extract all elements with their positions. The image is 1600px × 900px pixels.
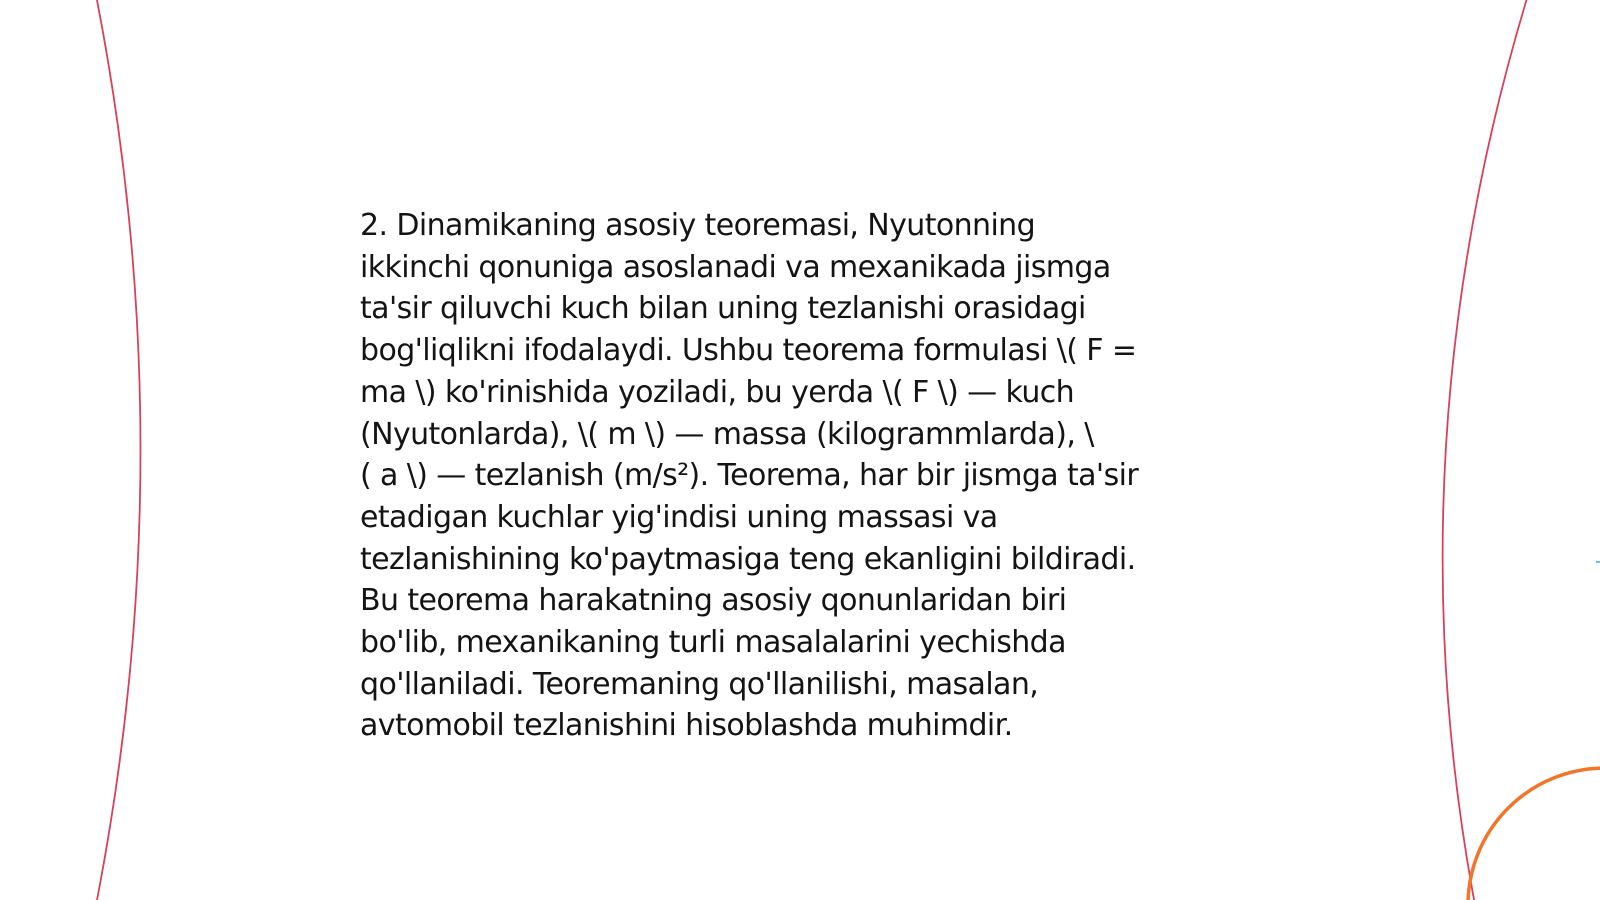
paragraph-line-11: bo'lib, mexanikaning turli masalalarini yechishda — [360, 625, 1066, 661]
left-curve — [96, 0, 141, 900]
paragraph-line-10: Bu teorema harakatning asosiy qonunlaridan biri — [360, 583, 1067, 619]
paragraph-line-7: ( a \) — tezlanish (m/s²). Teorema, har bir jismga ta'sir — [360, 458, 1139, 494]
paragraph-line-1: 2. Dinamikaning asosiy teoremasi, Nyutonning — [360, 208, 1036, 243]
right-curve — [1443, 0, 1528, 900]
paragraph-line-13: avtomobil tezlanishini hisoblashda muhimdir. — [360, 708, 1013, 744]
paragraph-line-9: tezlanishining ko'paytmasiga teng ekanligini bildiradi. — [360, 541, 1136, 577]
paragraph-line-2: ikkinchi qonuniga asoslanadi va mexanikada jismga — [360, 249, 1111, 285]
paragraph-line-5: ma \) ko'rinishida yoziladi, bu yerda \( F \) — kuch — [360, 374, 1075, 410]
body-paragraph — [360, 205, 1260, 747]
orange-arc — [1468, 768, 1600, 900]
paragraph-line-4: bog'liqlikni ifodalaydi. Ushbu teorema formulasi \( F = — [360, 333, 1137, 369]
paragraph-line-8: etadigan kuchlar yig'indisi uning massasi va — [360, 499, 998, 535]
paragraph-line-3: ta'sir qiluvchi kuch bilan uning tezlanishi orasidagi — [360, 291, 1086, 327]
paragraph-line-12: qo'llaniladi. Teoremaning qo'llanilishi, masalan, — [360, 666, 1039, 702]
paragraph-line-6: (Nyutonlarda), \( m \) — massa (kilogrammlarda), \ — [360, 416, 1094, 452]
